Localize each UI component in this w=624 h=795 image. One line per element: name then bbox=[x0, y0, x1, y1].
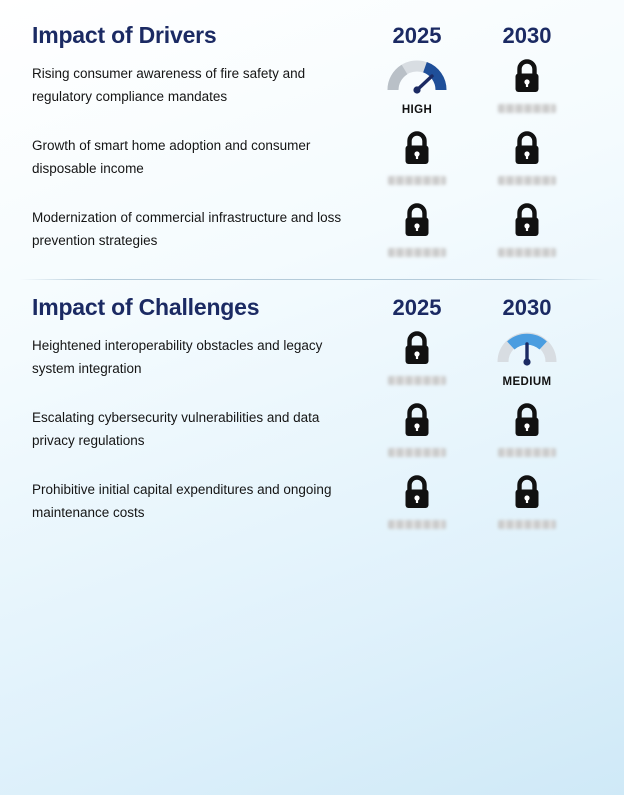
blurred-label bbox=[498, 104, 556, 113]
blurred-label bbox=[388, 248, 446, 257]
bottom-spacer bbox=[0, 537, 624, 607]
lock-icon bbox=[510, 129, 544, 169]
locked-value[interactable] bbox=[388, 129, 446, 185]
section-drivers-title: Impact of Drivers bbox=[32, 22, 217, 48]
column-header-2030-challenges: 2030 bbox=[502, 294, 552, 320]
column-header-2030-drivers: 2030 bbox=[502, 22, 552, 48]
gauge-icon bbox=[497, 326, 557, 368]
gauge-icon bbox=[387, 54, 447, 96]
locked-value[interactable] bbox=[388, 201, 446, 257]
section-drivers-header bbox=[20, 22, 604, 49]
section-challenges bbox=[0, 290, 624, 537]
cell-2030 bbox=[472, 129, 582, 185]
lock-icon bbox=[400, 329, 434, 369]
cell-2025 bbox=[362, 201, 472, 257]
cell-2025 bbox=[362, 401, 472, 457]
lock-icon bbox=[400, 129, 434, 169]
cell-2030 bbox=[472, 473, 582, 529]
locked-value[interactable] bbox=[388, 473, 446, 529]
locked-value[interactable] bbox=[388, 329, 446, 385]
blurred-label bbox=[388, 176, 446, 185]
lock-icon bbox=[510, 473, 544, 513]
challenges-rows bbox=[20, 321, 604, 537]
section-drivers bbox=[0, 0, 624, 265]
table-row bbox=[32, 393, 604, 465]
cell-2025 bbox=[362, 129, 472, 185]
table-row bbox=[32, 49, 604, 121]
table-row bbox=[32, 193, 604, 265]
row-label: Rising consumer awareness of fire safety and regulatory compliance mandates bbox=[32, 65, 306, 104]
lock-icon bbox=[510, 201, 544, 241]
lock-icon bbox=[510, 401, 544, 441]
row-label: Growth of smart home adoption and consumer disposable income bbox=[32, 137, 311, 176]
cell-2030 bbox=[472, 401, 582, 457]
cell-2030 bbox=[472, 326, 582, 388]
blurred-label bbox=[388, 448, 446, 457]
gauge-high bbox=[387, 54, 447, 116]
gauge-caption: HIGH bbox=[401, 104, 433, 116]
table-row bbox=[32, 121, 604, 193]
gauge-caption: MEDIUM bbox=[502, 376, 552, 388]
blurred-label bbox=[498, 248, 556, 257]
table-row bbox=[32, 321, 604, 393]
column-header-2025-drivers: 2025 bbox=[392, 22, 442, 48]
cell-2030 bbox=[472, 57, 582, 113]
lock-icon bbox=[510, 57, 544, 97]
locked-value[interactable] bbox=[498, 57, 556, 113]
blurred-label bbox=[498, 520, 556, 529]
row-label: Prohibitive initial capital expenditures and ongoing maintenance costs bbox=[32, 481, 332, 520]
column-header-2025-challenges: 2025 bbox=[392, 294, 442, 320]
cell-2025 bbox=[362, 329, 472, 385]
drivers-rows bbox=[20, 49, 604, 265]
blurred-label bbox=[388, 520, 446, 529]
row-label: Modernization of commercial infrastructure and loss prevention strategies bbox=[32, 209, 342, 248]
cell-2030 bbox=[472, 201, 582, 257]
lock-icon bbox=[400, 401, 434, 441]
gauge-medium bbox=[497, 326, 557, 388]
cell-2025 bbox=[362, 54, 472, 116]
blurred-label bbox=[498, 176, 556, 185]
locked-value[interactable] bbox=[498, 129, 556, 185]
locked-value[interactable] bbox=[498, 473, 556, 529]
section-challenges-header bbox=[20, 294, 604, 321]
lock-icon bbox=[400, 201, 434, 241]
row-label: Escalating cybersecurity vulnerabilities and data privacy regulations bbox=[32, 409, 320, 448]
locked-value[interactable] bbox=[388, 401, 446, 457]
section-divider bbox=[20, 279, 604, 280]
blurred-label bbox=[388, 376, 446, 385]
table-row bbox=[32, 465, 604, 537]
cell-2025 bbox=[362, 473, 472, 529]
locked-value[interactable] bbox=[498, 201, 556, 257]
blurred-label bbox=[498, 448, 556, 457]
locked-value[interactable] bbox=[498, 401, 556, 457]
row-label: Heightened interoperability obstacles and legacy system integration bbox=[32, 337, 323, 376]
section-challenges-title: Impact of Challenges bbox=[32, 294, 260, 320]
lock-icon bbox=[400, 473, 434, 513]
